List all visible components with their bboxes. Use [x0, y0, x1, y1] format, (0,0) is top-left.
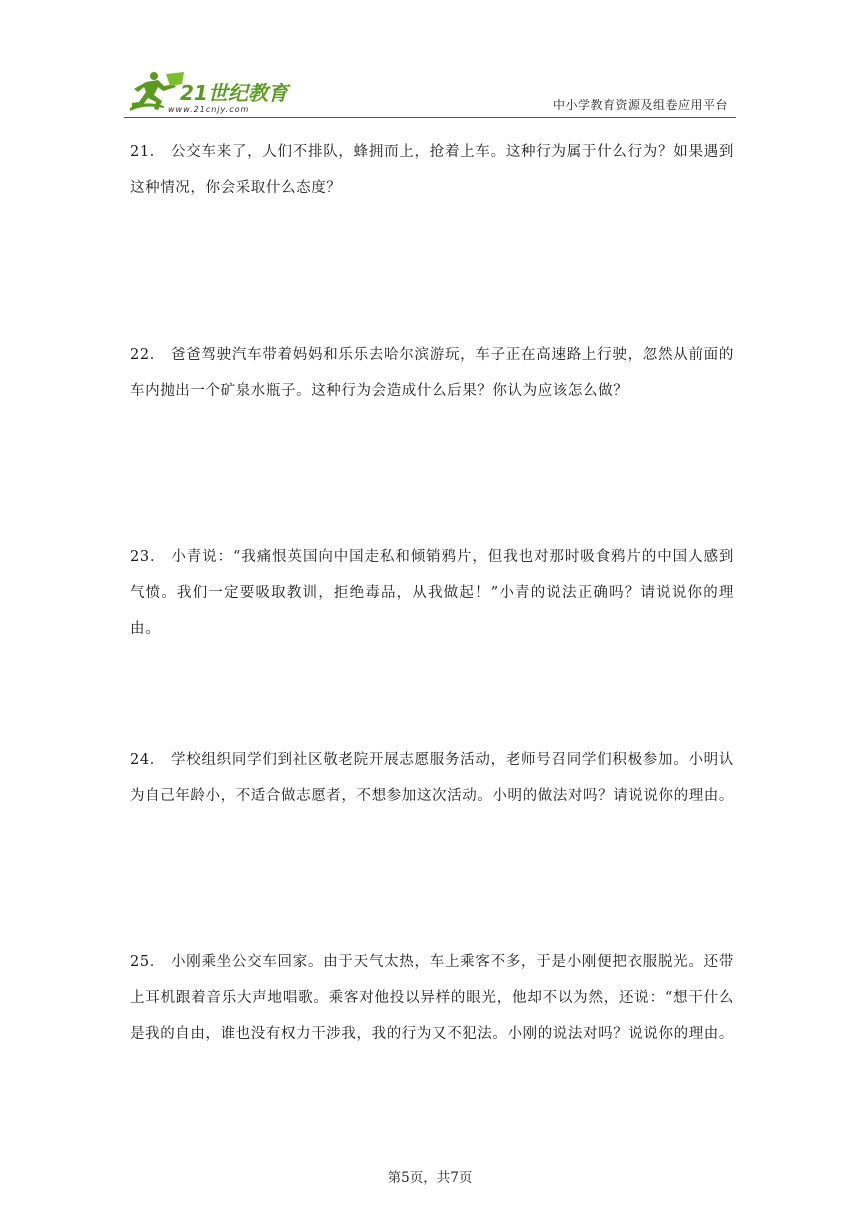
- question-24: [130, 742, 734, 814]
- page-number: 第5页，共7页: [387, 1170, 473, 1186]
- question-text: 小青说：“我痛恨英国向中国走私和倾销鸦片，但我也对那时吸食鸦片的中国人感到气愤。我们一定要吸取教训，拒绝毒品，从我做起！”小青的说法正确吗？请说说你的理由。: [130, 549, 734, 637]
- header-tagline: 中小学教育资源及组卷应用平台: [552, 98, 728, 112]
- question-text: 公交车来了，人们不排队，蜂拥而上，抢着上车。这种行为属于什么行为？如果遇到这种情况，你会采取什么态度？: [130, 144, 734, 196]
- question-text: 学校组织同学们到社区敬老院开展志愿服务活动，老师号召同学们积极参加。小明认为自己年龄小，不适合做志愿者，不想参加这次活动。小明的做法对吗？请说说你的理由。: [130, 752, 734, 804]
- question-number: 22．: [130, 347, 165, 363]
- question-number: 24．: [130, 752, 165, 768]
- question-22: [130, 337, 734, 409]
- question-text: 爸爸驾驶汽车带着妈妈和乐乐去哈尔滨游玩，车子正在高速路上行驶，忽然从前面的车内抛出一个矿泉水瓶子。这种行为会造成什么后果？你认为应该怎么做？: [130, 347, 734, 399]
- question-25: [130, 944, 734, 1052]
- logo-21cnjy: [124, 70, 294, 114]
- page-header: [124, 60, 736, 120]
- question-21: [130, 134, 734, 206]
- header-divider: [124, 117, 736, 118]
- logo-url: www.21cnjy.com: [168, 105, 250, 114]
- question-number: 21．: [130, 144, 165, 160]
- question-23: [130, 539, 734, 647]
- question-text: 小刚乘坐公交车回家。由于天气太热，车上乘客不多，于是小刚便把衣服脱光。还带上耳机跟着音乐大声地唱歌。乘客对他投以异样的眼光，他却不以为然，还说：“想干什么是我的自由，谁也没有权力干涉我，我的行为又不犯法。小刚的说法对吗？说说你的理由。: [130, 954, 734, 1042]
- logo-text: 21世纪教育: [180, 81, 288, 105]
- question-number: 23．: [130, 549, 166, 565]
- question-number: 25．: [130, 954, 165, 970]
